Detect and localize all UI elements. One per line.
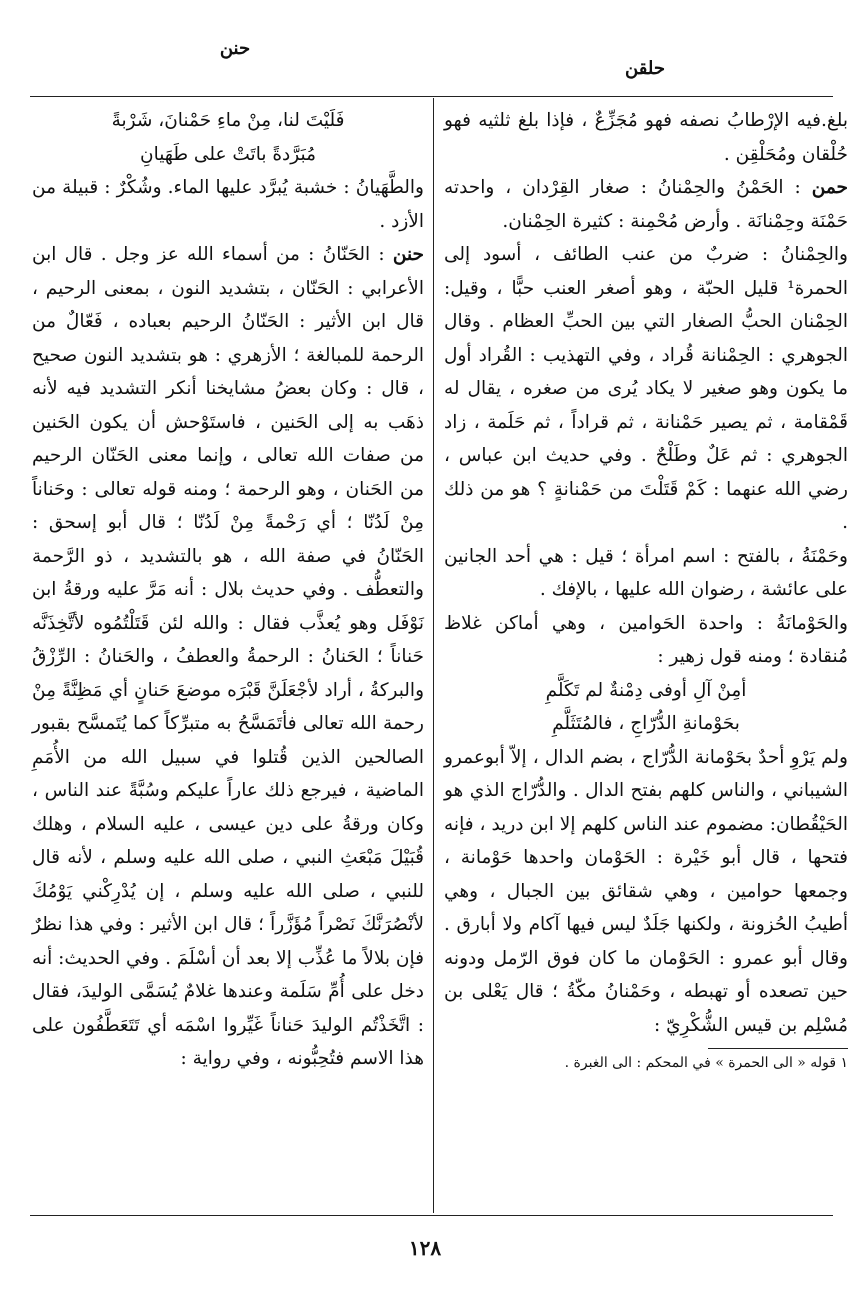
headword-hmn: حمن	[811, 177, 848, 198]
entry-paragraph: وحَمْنَةُ ، بالفتح : اسم امرأة ؛ قيل : هي أحد الجانين على عائشة ، رضوان الله عليها ، بالإفك .	[444, 545, 848, 600]
footnote-rule	[708, 1048, 848, 1049]
left-column	[32, 104, 424, 1076]
entry-paragraph: والحِمْنانُ : ضربٌ من عنب الطائف ، أسود إلى الحمرة¹ قليل الحبّة ، وهو أصغر العنب حبًّا ، وقيل: الحِمْنان الحبُّ الصغار التي بين الحبِّ العظام . وقال الجوهري : الحِمْنانة قُراد ، وفي التهذيب : القُراد أول ما يكون وهو صغير لا يكاد يُرى من صغره ، يقال له قَمْقامة ، ثم يصير حَمْنانة ، ثم قراداً ، ثم حَلَمة ، زاد الجوهري : ثم عَلٌ وطَلْحٌ . وفي حديث ابن عباس ، رضي الله عنهما : كَمْ قَتَلْتَ من حَمْنانةٍ ؟ هو من ذلك .	[444, 244, 848, 533]
column-divider	[433, 98, 434, 1213]
left-running-head: حنن	[219, 38, 251, 59]
top-rule	[30, 96, 833, 97]
entry-paragraph: والحَوْمانَةُ : واحدة الحَوامين ، وهي أماكن غلاظ مُنقادة ؛ ومنه قول زهير :	[444, 612, 848, 667]
entry-paragraph: بلغ.فيه الإرْطابُ نصفه فهو مُجَزِّعٌ ، فإذا بلغ ثلثيه فهو حُلْقان ومُحَلْقِن .	[444, 110, 848, 165]
verse-line: فَلَيْتَ لنا، مِنْ ماءِ حَمْنانَ، شَرْبةً	[111, 110, 345, 131]
bottom-rule	[30, 1215, 833, 1216]
entry-paragraph: ولم يَرْوِ أحدٌ بحَوْمانة الدُّرّاج ، بضم الدال ، إلاّ أبوعمرو الشيباني ، والناس كلهم بفتح الدال . والدُّرّاج الذي هو الحَيْقُطان: مضموم عند الناس كلهم إلا ابن دريد ، فإنه فتحها ، قال أبو خَيْرة : الحَوْمان واحدها حَوْمانة ، وجمعها حوامين ، وهي شقائق بين الجبال ، وهي أطيبُ الحُزونة ، ولكنها جَلَدٌ ليس فيها آكام ولا أبارق . وقال أبو عمرو : الحَوْمان ما كان فوق الرّمل ودونه حين تصعده أو تهبطه ، وحَمْنانُ مكّةُ ؛ قال يَعْلى بن مُسْلِم بن قيس الشُّكْرِيّ :	[444, 746, 848, 1036]
footnote: ١ قوله « الى الحمرة » في المحكم : الى الغبرة .	[564, 1055, 848, 1071]
right-running-head: حلقن	[625, 58, 665, 79]
right-column	[444, 104, 848, 1073]
verse-line: أمِنْ آلِ أوفى دِمْنةٌ لم تَكَلَّمِ	[545, 679, 747, 701]
verse-line: مُبَرَّدةً باتَتْ على طَهَيانِ	[139, 143, 316, 165]
headword-hnn: حنن	[392, 244, 424, 265]
entry-paragraph: والطَّهَيانُ : خشبة يُبرَّد عليها الماء. وشُكْرٌ : قبيلة من الأزد .	[32, 177, 424, 232]
entry-paragraph: حمن : الحَمْنُ والحِمْنانُ : صغار القِرْدان ، واحدته حَمْنَة وحِمْنانَة . وأرض مُحْمِنة : كثيرة الحِمْنان.	[444, 177, 848, 232]
verse-line: بحَوْمانةِ الدُّرّاجِ ، فالمُتَثَلَّمِ	[552, 713, 740, 734]
entry-paragraph: حنن : الحَنّانُ : من أسماء الله عز وجل . قال ابن الأعرابي : الحَنّان ، بتشديد النون ، بمعنى الرحيم ، قال ابن الأثير : الحَنّانُ الرحيم بعباده ، فَعّالٌ من الرحمة للمبالغة ؛ الأزهري : هو بتشديد النون صحيح ، قال : وكان بعضُ مشايخنا أنكر التشديد فيه لأنه ذهَب به إلى الحَنين ، فاستَوْحش أن يكون الحَنين من صفات الله تعالى ، وإنما معنى الحَنّان الرحيم من الحَنان ، وهو الرحمة ؛ ومنه قوله تعالى : وحَناناً مِنْ لَدُنّا ؛ أي رَحْمةً مِنْ لَدُنّا ؛ قال أبو إسحق : الحَنّانُ في صفة الله ، هو بالتشديد ، ذو الرَّحمة والتعطُّف . وفي حديث بلال : أنه مَرَّ عليه ورقةُ ابن نَوْفَل وهو يُعذَّب فقال : والله لئن قَتَلْتُمُوه لأتَّخِذَنَّه حَناناً ؛ الحَنانُ : الرحمةُ والعطفُ ، والحَنانُ : الرِّزْقُ والبركةُ ، أراد لأجْعَلَنَّ قَبْرَه موضعَ حَنانٍ أي مَظِنَّةً مِنْ رحمة الله تعالى فأتَمَسَّحُ به متبرِّكاً كما يُتَمسَّح بقبور الصالحين الذين قُتلوا في سبيل الله من الأُمَمِ الماضية ، فيرجع ذلك عاراً عليكم وسُبَّةً عند الناس ، وكان ورقةُ على دين عيسى ، عليه السلام ، وهلك قُبَيْلَ مَبْعَثِ النبي ، صلى الله عليه وسلم ، لأنه قال للنبي ، صلى الله عليه وسلم ، إن يُدْرِكْني يَوْمُكَ لأنْصُرَنَّكَ نَصْراً مُؤَزَّراً ؛ قال ابن الأثير : وفي هذا نظرٌ فإن بلالاً ما عُذِّب إلا بعد أن أسْلَمَ . وفي الحديث: أنه دخل على أُمِّ سَلَمة وعندها غلامٌ يُسَمَّى الوليدَ، فقال : اتَّخَذْتُم الوليدَ حَناناً غَيِّروا اسْمَه أي تَتَعَطَّفُون على هذا الاسم فتُحِبُّونه ، وفي رواية :	[32, 244, 424, 1069]
page-number: ١٢٨	[408, 1236, 442, 1260]
